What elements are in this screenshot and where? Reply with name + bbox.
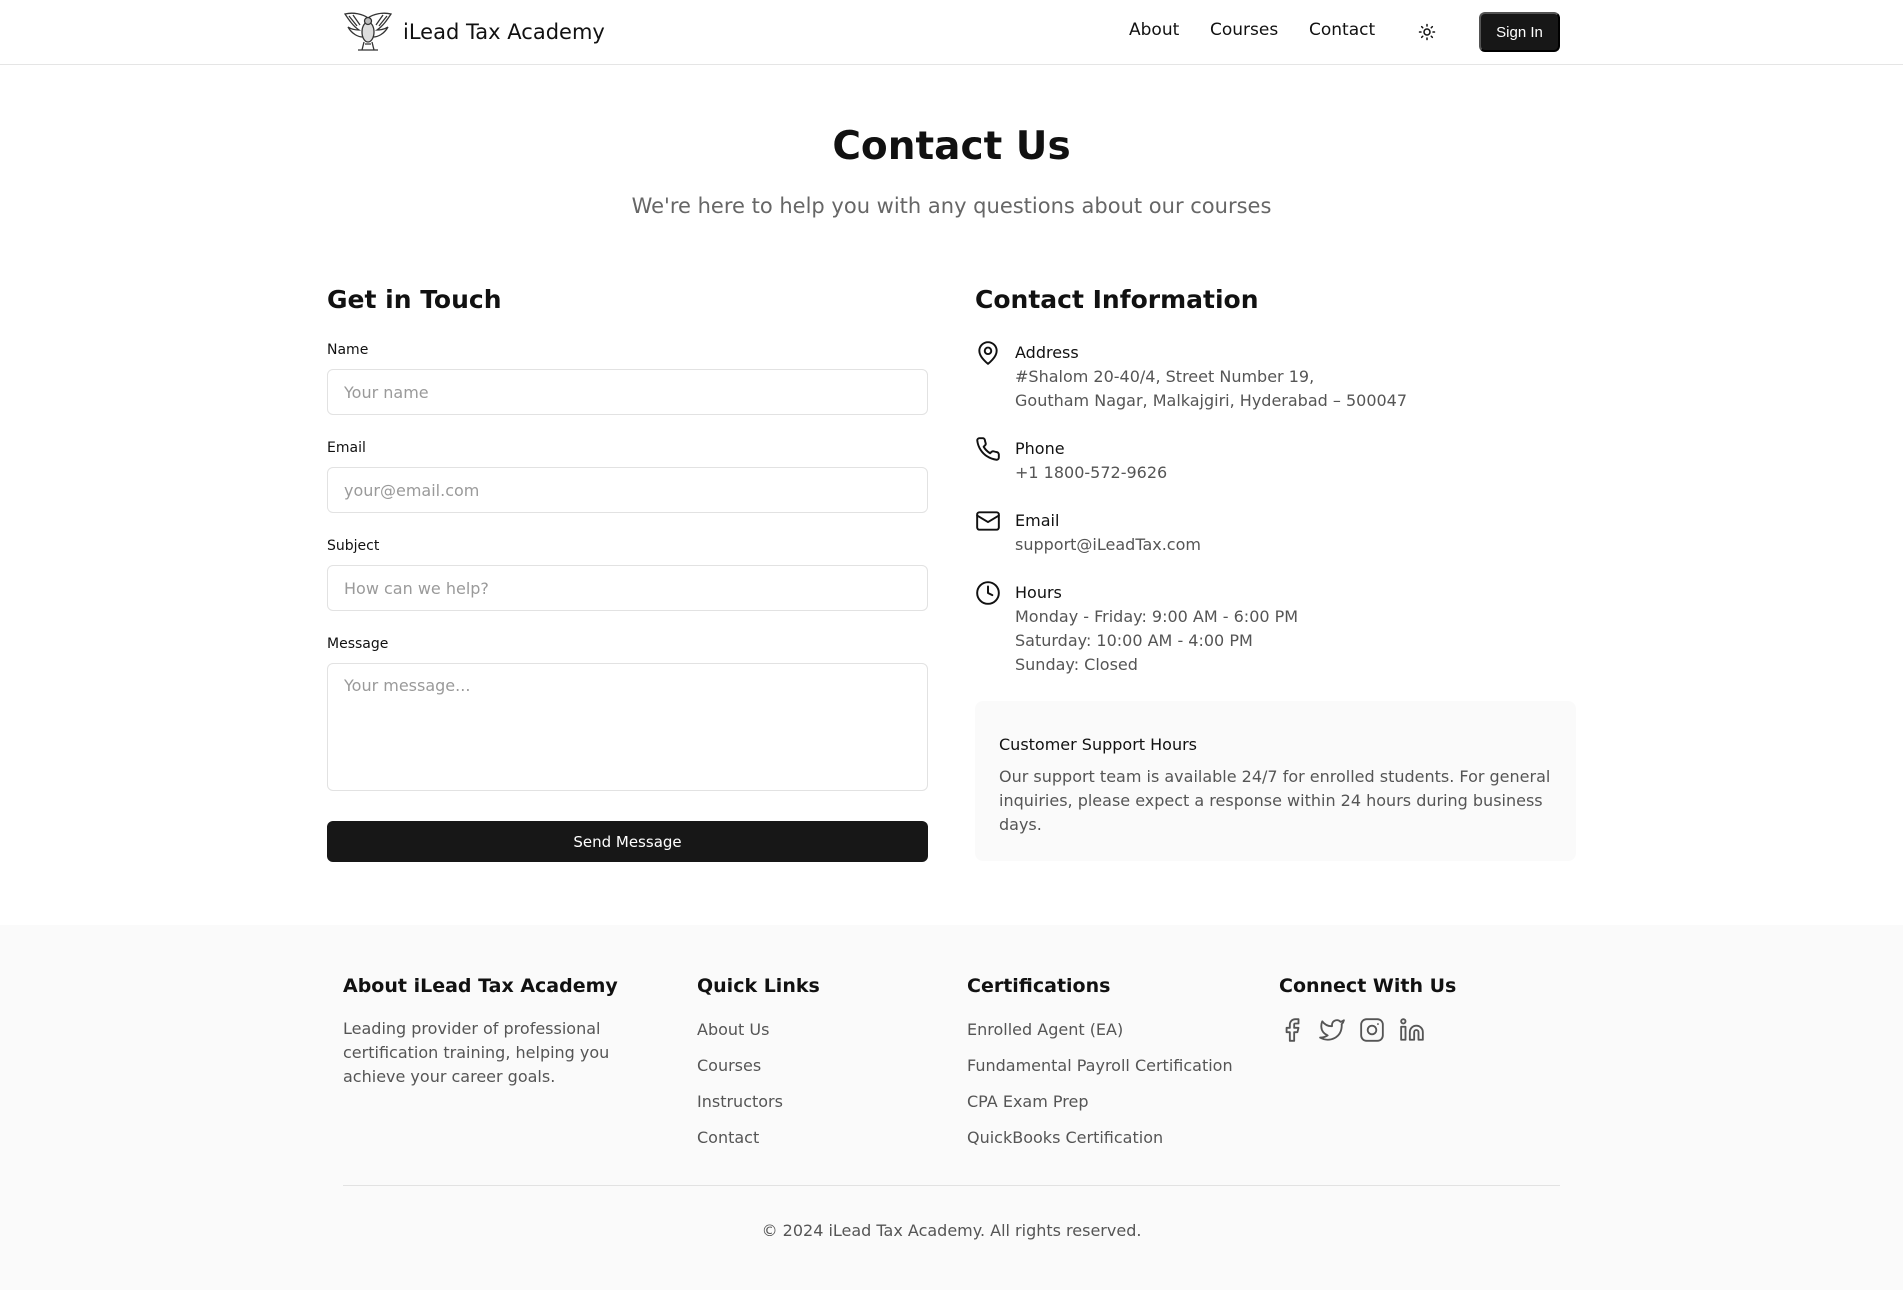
footer-link-about-us[interactable]: About Us xyxy=(697,1020,770,1039)
email-input[interactable] xyxy=(327,467,928,513)
subject-label: Subject xyxy=(327,538,380,554)
footer-link-contact[interactable]: Contact xyxy=(697,1128,760,1147)
phone-icon xyxy=(975,436,1001,462)
page-subtitle: We're here to help you with any questions about our courses xyxy=(631,194,1272,218)
message-label: Message xyxy=(327,636,389,652)
page-title: Contact Us xyxy=(832,124,1071,169)
brand-name: iLead Tax Academy xyxy=(403,20,605,44)
address-line-1: #Shalom 20-40/4, Street Number 19, xyxy=(1015,367,1315,386)
hours-line-sunday: Sunday: Closed xyxy=(1015,655,1138,674)
subject-input[interactable] xyxy=(327,565,928,611)
name-label: Name xyxy=(327,342,369,358)
nav-contact-link[interactable]: Contact xyxy=(1309,20,1376,40)
footer-link-payroll-certification[interactable]: Fundamental Payroll Certification xyxy=(967,1056,1233,1075)
footer-certifications-title: Certifications xyxy=(967,975,1111,997)
contact-info-title: Contact Information xyxy=(975,285,1259,314)
address-label: Address xyxy=(1015,343,1079,362)
sign-in-button[interactable]: Sign In xyxy=(1479,12,1560,52)
footer-link-enrolled-agent[interactable]: Enrolled Agent (EA) xyxy=(967,1020,1124,1039)
hours-label: Hours xyxy=(1015,583,1062,602)
site-header xyxy=(0,0,1903,65)
email-info-label: Email xyxy=(1015,511,1060,530)
footer-quick-links-title: Quick Links xyxy=(697,975,820,997)
mail-icon xyxy=(975,508,1001,534)
clock-icon xyxy=(975,580,1001,606)
support-hours-text: Our support team is available 24/7 for enrolled students. For general inquiries, please expect a response within 24 hours during business days. xyxy=(999,767,1551,834)
email-label: Email xyxy=(327,440,366,456)
linkedin-icon[interactable] xyxy=(1399,1017,1425,1043)
instagram-icon[interactable] xyxy=(1359,1017,1385,1043)
footer-link-courses[interactable]: Courses xyxy=(697,1056,762,1075)
phone-label: Phone xyxy=(1015,439,1065,458)
hours-line-weekday: Monday - Friday: 9:00 AM - 6:00 PM xyxy=(1015,607,1299,626)
footer-about-text: Leading provider of professional certification training, helping you achieve your career goals. xyxy=(343,1019,610,1086)
email-value[interactable]: support@iLeadTax.com xyxy=(1015,535,1201,554)
nav-courses-link[interactable]: Courses xyxy=(1210,20,1279,40)
footer-divider xyxy=(343,1185,1560,1186)
address-line-2: Goutham Nagar, Malkajgiri, Hyderabad – 500047 xyxy=(1015,391,1408,410)
message-textarea[interactable] xyxy=(327,663,928,791)
name-input[interactable] xyxy=(327,369,928,415)
site-footer xyxy=(0,925,1903,1290)
phone-value[interactable]: +1 1800-572-9626 xyxy=(1015,463,1168,482)
hours-line-saturday: Saturday: 10:00 AM - 4:00 PM xyxy=(1015,631,1253,650)
facebook-icon[interactable] xyxy=(1279,1017,1305,1043)
brand-link[interactable] xyxy=(343,10,605,54)
copyright-text: © 2024 iLead Tax Academy. All rights reserved. xyxy=(761,1221,1142,1240)
footer-connect-title: Connect With Us xyxy=(1279,975,1457,997)
footer-about-title: About iLead Tax Academy xyxy=(343,975,618,997)
send-message-button[interactable]: Send Message xyxy=(327,821,928,862)
eagle-logo-icon xyxy=(343,10,393,54)
map-pin-icon xyxy=(975,340,1001,366)
footer-link-quickbooks[interactable]: QuickBooks Certification xyxy=(967,1128,1164,1147)
twitter-icon[interactable] xyxy=(1319,1017,1345,1043)
support-hours-card xyxy=(975,701,1576,861)
footer-link-cpa-exam-prep[interactable]: CPA Exam Prep xyxy=(967,1092,1089,1111)
support-hours-title: Customer Support Hours xyxy=(999,735,1198,754)
form-title: Get in Touch xyxy=(327,285,502,314)
nav-about-link[interactable]: About xyxy=(1129,20,1180,40)
sun-icon xyxy=(1418,23,1436,41)
theme-toggle-button[interactable] xyxy=(1415,20,1439,44)
footer-link-instructors[interactable]: Instructors xyxy=(697,1092,783,1111)
